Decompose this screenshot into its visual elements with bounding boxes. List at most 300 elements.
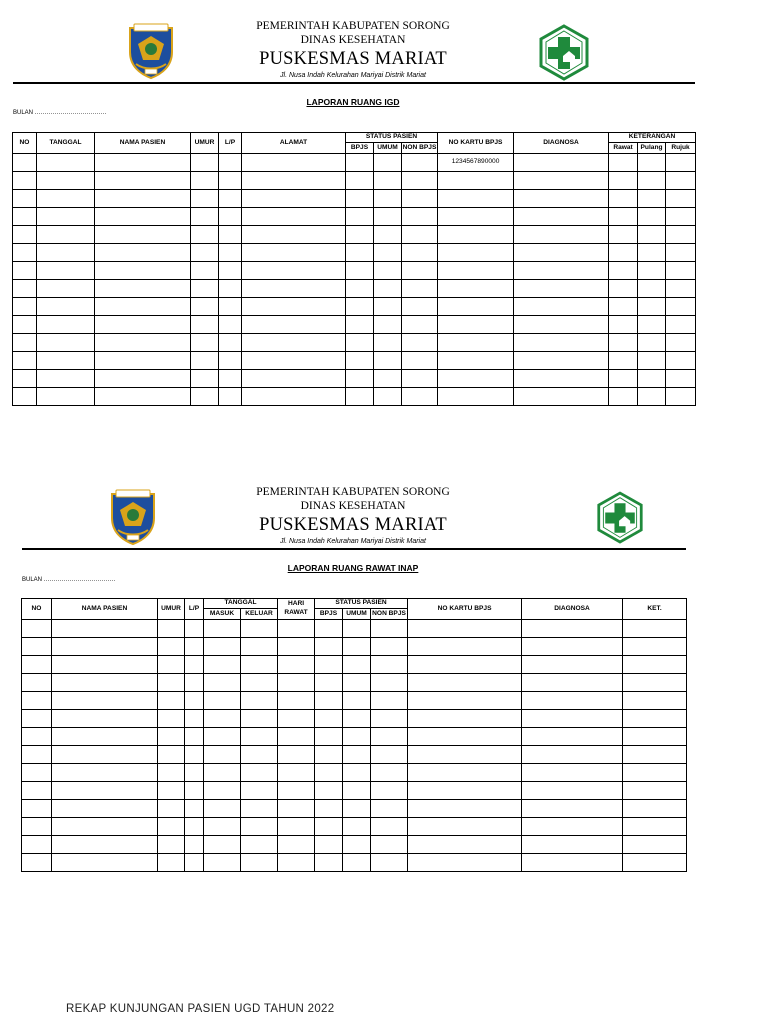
table-cell[interactable]	[438, 208, 514, 226]
table-cell[interactable]	[185, 656, 204, 674]
table-cell[interactable]	[158, 746, 185, 764]
table-cell[interactable]	[315, 782, 343, 800]
table-cell[interactable]	[204, 692, 241, 710]
table-cell[interactable]	[374, 244, 402, 262]
table-cell[interactable]	[402, 262, 438, 280]
table-cell[interactable]	[402, 370, 438, 388]
table-cell[interactable]	[219, 370, 242, 388]
table-cell[interactable]	[374, 280, 402, 298]
table-cell[interactable]	[219, 280, 242, 298]
table-cell[interactable]	[204, 638, 241, 656]
table-cell[interactable]	[241, 854, 278, 872]
table-cell[interactable]	[402, 244, 438, 262]
table-cell[interactable]	[278, 782, 315, 800]
table-cell[interactable]	[346, 208, 374, 226]
table-cell[interactable]	[371, 728, 408, 746]
table-cell[interactable]	[609, 280, 638, 298]
table-cell[interactable]	[408, 638, 522, 656]
table-cell[interactable]	[609, 244, 638, 262]
table-cell[interactable]	[37, 172, 95, 190]
table-cell[interactable]	[242, 172, 346, 190]
table-cell[interactable]	[191, 244, 219, 262]
table-cell[interactable]	[438, 262, 514, 280]
table-cell[interactable]	[191, 352, 219, 370]
table-cell[interactable]	[638, 208, 666, 226]
table-cell[interactable]	[522, 764, 623, 782]
table-cell[interactable]	[346, 316, 374, 334]
table-cell[interactable]	[522, 674, 623, 692]
table-cell[interactable]	[278, 620, 315, 638]
table-cell[interactable]	[402, 316, 438, 334]
table-cell[interactable]	[408, 836, 522, 854]
table-cell[interactable]	[638, 190, 666, 208]
table-cell[interactable]	[22, 800, 52, 818]
table-cell[interactable]	[158, 692, 185, 710]
table-cell[interactable]	[438, 190, 514, 208]
table-cell[interactable]	[52, 836, 158, 854]
table-cell[interactable]	[402, 388, 438, 406]
table-cell[interactable]	[204, 710, 241, 728]
table-cell[interactable]	[95, 316, 191, 334]
table-cell[interactable]	[158, 800, 185, 818]
table-cell[interactable]	[158, 764, 185, 782]
table-cell[interactable]	[315, 854, 343, 872]
table-cell[interactable]	[346, 172, 374, 190]
table-cell[interactable]	[514, 172, 609, 190]
table-cell[interactable]	[514, 352, 609, 370]
table-cell[interactable]	[315, 746, 343, 764]
table-cell[interactable]	[158, 710, 185, 728]
table-cell[interactable]	[204, 800, 241, 818]
table-cell[interactable]	[278, 836, 315, 854]
table-cell[interactable]	[623, 746, 687, 764]
table-cell[interactable]	[22, 764, 52, 782]
table-cell[interactable]	[623, 674, 687, 692]
table-cell[interactable]	[242, 154, 346, 172]
table-cell[interactable]	[638, 262, 666, 280]
table-cell[interactable]	[278, 854, 315, 872]
table-cell[interactable]	[402, 352, 438, 370]
table-cell[interactable]	[278, 764, 315, 782]
table-cell[interactable]	[242, 334, 346, 352]
table-cell[interactable]	[343, 746, 371, 764]
table-cell[interactable]	[22, 854, 52, 872]
table-cell[interactable]	[609, 316, 638, 334]
table-cell[interactable]	[522, 782, 623, 800]
table-cell[interactable]	[343, 692, 371, 710]
table-cell[interactable]	[371, 800, 408, 818]
table-cell[interactable]	[242, 316, 346, 334]
table-cell[interactable]	[37, 298, 95, 316]
table-cell[interactable]	[37, 262, 95, 280]
table-cell[interactable]	[185, 710, 204, 728]
table-cell[interactable]	[408, 692, 522, 710]
table-cell[interactable]	[346, 388, 374, 406]
table-cell[interactable]	[374, 334, 402, 352]
table-cell[interactable]	[638, 244, 666, 262]
table-cell[interactable]	[638, 154, 666, 172]
table-cell[interactable]	[13, 388, 37, 406]
table-cell[interactable]	[22, 620, 52, 638]
table-cell[interactable]	[514, 316, 609, 334]
table-cell[interactable]	[374, 370, 402, 388]
table-cell[interactable]	[666, 280, 696, 298]
table-cell[interactable]	[514, 280, 609, 298]
table-cell[interactable]	[37, 334, 95, 352]
table-cell[interactable]	[343, 710, 371, 728]
table-cell[interactable]	[95, 280, 191, 298]
table-cell[interactable]	[374, 262, 402, 280]
table-cell[interactable]	[241, 746, 278, 764]
table-cell[interactable]	[52, 746, 158, 764]
table-cell[interactable]	[158, 854, 185, 872]
table-cell[interactable]	[52, 656, 158, 674]
table-cell[interactable]	[371, 674, 408, 692]
table-cell[interactable]	[638, 172, 666, 190]
table-cell[interactable]	[13, 262, 37, 280]
table-cell[interactable]	[95, 370, 191, 388]
table-cell[interactable]	[374, 316, 402, 334]
table-cell[interactable]	[346, 352, 374, 370]
table-cell[interactable]	[219, 262, 242, 280]
table-cell[interactable]	[609, 226, 638, 244]
table-cell[interactable]	[242, 280, 346, 298]
table-cell[interactable]	[241, 692, 278, 710]
table-cell[interactable]	[191, 370, 219, 388]
table-cell[interactable]	[315, 638, 343, 656]
table-cell[interactable]	[315, 818, 343, 836]
table-cell[interactable]	[13, 352, 37, 370]
table-cell[interactable]	[191, 190, 219, 208]
table-cell[interactable]	[219, 172, 242, 190]
table-cell[interactable]	[438, 316, 514, 334]
table-cell[interactable]	[52, 692, 158, 710]
table-cell[interactable]	[514, 226, 609, 244]
table-cell[interactable]	[346, 280, 374, 298]
table-cell[interactable]	[408, 620, 522, 638]
table-cell[interactable]	[402, 172, 438, 190]
table-cell[interactable]	[346, 262, 374, 280]
table-cell[interactable]	[609, 190, 638, 208]
table-cell[interactable]	[408, 818, 522, 836]
table-cell[interactable]	[13, 244, 37, 262]
table-cell[interactable]	[438, 172, 514, 190]
table-cell[interactable]	[37, 352, 95, 370]
table-cell[interactable]	[623, 728, 687, 746]
table-cell[interactable]	[158, 818, 185, 836]
table-cell[interactable]	[13, 190, 37, 208]
table-cell[interactable]	[408, 728, 522, 746]
table-cell[interactable]	[22, 638, 52, 656]
table-cell[interactable]	[185, 620, 204, 638]
table-cell[interactable]	[219, 352, 242, 370]
table-cell[interactable]	[52, 710, 158, 728]
table-cell[interactable]	[315, 656, 343, 674]
table-cell[interactable]	[185, 638, 204, 656]
table-cell[interactable]	[242, 262, 346, 280]
table-cell[interactable]	[638, 352, 666, 370]
table-cell[interactable]	[522, 620, 623, 638]
table-cell[interactable]	[374, 388, 402, 406]
table-cell[interactable]	[609, 298, 638, 316]
table-cell[interactable]	[204, 854, 241, 872]
table-cell[interactable]	[242, 190, 346, 208]
table-cell[interactable]	[371, 692, 408, 710]
table-cell[interactable]	[343, 638, 371, 656]
table-cell[interactable]	[204, 728, 241, 746]
table-cell[interactable]	[514, 190, 609, 208]
table-cell[interactable]	[522, 854, 623, 872]
table-cell[interactable]	[95, 208, 191, 226]
table-cell[interactable]	[522, 800, 623, 818]
table-cell[interactable]	[191, 280, 219, 298]
table-cell[interactable]	[514, 208, 609, 226]
table-cell[interactable]	[609, 370, 638, 388]
table-cell[interactable]	[346, 226, 374, 244]
table-cell[interactable]	[191, 298, 219, 316]
table-cell[interactable]	[95, 352, 191, 370]
table-cell[interactable]	[22, 746, 52, 764]
table-cell[interactable]	[408, 710, 522, 728]
table-cell[interactable]	[666, 370, 696, 388]
table-cell[interactable]	[623, 638, 687, 656]
table-cell[interactable]	[371, 746, 408, 764]
table-cell[interactable]	[22, 728, 52, 746]
table-cell[interactable]	[514, 154, 609, 172]
table-cell[interactable]	[52, 674, 158, 692]
table-cell[interactable]	[315, 692, 343, 710]
table-cell[interactable]	[623, 710, 687, 728]
table-cell[interactable]	[241, 674, 278, 692]
table-cell[interactable]	[666, 334, 696, 352]
table-cell[interactable]	[278, 728, 315, 746]
table-cell[interactable]	[204, 818, 241, 836]
table-cell[interactable]	[95, 388, 191, 406]
table-cell[interactable]	[219, 298, 242, 316]
table-cell[interactable]	[371, 782, 408, 800]
table-cell[interactable]	[343, 818, 371, 836]
table-cell[interactable]	[638, 280, 666, 298]
table-cell[interactable]	[346, 190, 374, 208]
table-cell[interactable]	[191, 172, 219, 190]
table-cell[interactable]	[52, 854, 158, 872]
table-cell[interactable]	[22, 656, 52, 674]
table-cell[interactable]	[343, 836, 371, 854]
table-cell[interactable]	[191, 226, 219, 244]
table-cell[interactable]	[22, 782, 52, 800]
table-cell[interactable]	[623, 620, 687, 638]
table-cell[interactable]	[219, 190, 242, 208]
table-cell[interactable]	[374, 172, 402, 190]
table-cell[interactable]	[638, 316, 666, 334]
table-cell[interactable]	[374, 298, 402, 316]
table-cell[interactable]	[13, 226, 37, 244]
table-cell[interactable]	[402, 208, 438, 226]
table-cell[interactable]	[666, 244, 696, 262]
table-cell[interactable]	[371, 620, 408, 638]
table-cell[interactable]	[242, 352, 346, 370]
table-cell[interactable]	[315, 836, 343, 854]
table-cell[interactable]	[522, 656, 623, 674]
table-cell[interactable]	[219, 388, 242, 406]
table-cell[interactable]	[219, 208, 242, 226]
table-cell[interactable]	[52, 638, 158, 656]
table-cell[interactable]	[343, 674, 371, 692]
table-cell[interactable]	[95, 244, 191, 262]
table-cell[interactable]	[22, 836, 52, 854]
table-cell[interactable]	[241, 818, 278, 836]
table-cell[interactable]	[278, 692, 315, 710]
table-cell[interactable]	[241, 728, 278, 746]
table-cell[interactable]	[278, 818, 315, 836]
table-cell[interactable]	[204, 836, 241, 854]
table-cell[interactable]	[371, 764, 408, 782]
table-cell[interactable]	[185, 782, 204, 800]
table-cell[interactable]	[374, 208, 402, 226]
table-cell[interactable]	[438, 352, 514, 370]
table-cell[interactable]	[278, 710, 315, 728]
table-cell[interactable]	[241, 800, 278, 818]
table-cell[interactable]	[204, 764, 241, 782]
table-cell[interactable]	[438, 280, 514, 298]
table-cell[interactable]	[609, 352, 638, 370]
table-cell[interactable]	[241, 620, 278, 638]
table-cell[interactable]	[402, 190, 438, 208]
table-cell[interactable]	[22, 818, 52, 836]
table-cell[interactable]	[95, 154, 191, 172]
table-cell[interactable]	[638, 334, 666, 352]
table-cell[interactable]	[343, 764, 371, 782]
table-cell[interactable]	[402, 280, 438, 298]
table-cell[interactable]	[158, 638, 185, 656]
table-cell[interactable]	[438, 226, 514, 244]
table-cell[interactable]	[278, 746, 315, 764]
table-cell[interactable]	[158, 782, 185, 800]
table-cell[interactable]	[609, 154, 638, 172]
table-cell[interactable]	[408, 782, 522, 800]
table-cell[interactable]	[13, 298, 37, 316]
table-cell[interactable]	[191, 388, 219, 406]
table-cell[interactable]	[13, 334, 37, 352]
table-cell[interactable]	[623, 818, 687, 836]
table-cell[interactable]	[438, 154, 514, 172]
table-cell[interactable]	[408, 674, 522, 692]
table-cell[interactable]	[52, 800, 158, 818]
table-cell[interactable]	[666, 388, 696, 406]
table-cell[interactable]	[402, 226, 438, 244]
table-cell[interactable]	[408, 764, 522, 782]
table-cell[interactable]	[185, 674, 204, 692]
table-cell[interactable]	[522, 692, 623, 710]
table-cell[interactable]	[13, 316, 37, 334]
table-cell[interactable]	[95, 172, 191, 190]
table-cell[interactable]	[408, 656, 522, 674]
table-cell[interactable]	[514, 298, 609, 316]
table-cell[interactable]	[22, 692, 52, 710]
table-cell[interactable]	[52, 620, 158, 638]
table-cell[interactable]	[438, 298, 514, 316]
table-cell[interactable]	[95, 298, 191, 316]
table-cell[interactable]	[638, 370, 666, 388]
table-cell[interactable]	[158, 674, 185, 692]
table-cell[interactable]	[623, 854, 687, 872]
table-cell[interactable]	[52, 764, 158, 782]
table-cell[interactable]	[371, 818, 408, 836]
table-cell[interactable]	[346, 334, 374, 352]
table-cell[interactable]	[52, 728, 158, 746]
table-cell[interactable]	[346, 154, 374, 172]
table-cell[interactable]	[278, 674, 315, 692]
table-cell[interactable]	[185, 728, 204, 746]
table-cell[interactable]	[522, 818, 623, 836]
table-cell[interactable]	[514, 244, 609, 262]
table-cell[interactable]	[522, 638, 623, 656]
table-cell[interactable]	[204, 656, 241, 674]
table-cell[interactable]	[22, 710, 52, 728]
table-cell[interactable]	[623, 836, 687, 854]
table-cell[interactable]	[219, 244, 242, 262]
table-cell[interactable]	[185, 800, 204, 818]
table-cell[interactable]	[371, 710, 408, 728]
table-cell[interactable]	[343, 854, 371, 872]
table-cell[interactable]	[204, 620, 241, 638]
table-cell[interactable]	[278, 800, 315, 818]
table-cell[interactable]	[623, 656, 687, 674]
table-cell[interactable]	[315, 710, 343, 728]
table-cell[interactable]	[219, 154, 242, 172]
table-cell[interactable]	[191, 262, 219, 280]
table-cell[interactable]	[315, 800, 343, 818]
table-cell[interactable]	[514, 262, 609, 280]
table-cell[interactable]	[623, 782, 687, 800]
table-cell[interactable]	[666, 316, 696, 334]
table-cell[interactable]	[278, 656, 315, 674]
table-cell[interactable]	[37, 388, 95, 406]
table-cell[interactable]	[13, 208, 37, 226]
table-cell[interactable]	[242, 298, 346, 316]
table-cell[interactable]	[13, 154, 37, 172]
table-cell[interactable]	[638, 226, 666, 244]
table-cell[interactable]	[22, 674, 52, 692]
table-cell[interactable]	[514, 334, 609, 352]
table-cell[interactable]	[13, 172, 37, 190]
table-cell[interactable]	[241, 656, 278, 674]
table-cell[interactable]	[666, 172, 696, 190]
table-cell[interactable]	[315, 674, 343, 692]
table-cell[interactable]	[346, 370, 374, 388]
table-cell[interactable]	[408, 854, 522, 872]
table-cell[interactable]	[37, 370, 95, 388]
table-cell[interactable]	[219, 316, 242, 334]
table-cell[interactable]	[242, 370, 346, 388]
table-cell[interactable]	[191, 334, 219, 352]
table-cell[interactable]	[514, 388, 609, 406]
table-cell[interactable]	[185, 746, 204, 764]
table-cell[interactable]	[219, 226, 242, 244]
table-cell[interactable]	[191, 208, 219, 226]
table-cell[interactable]	[37, 208, 95, 226]
table-cell[interactable]	[185, 818, 204, 836]
table-cell[interactable]	[241, 782, 278, 800]
table-cell[interactable]	[402, 154, 438, 172]
table-cell[interactable]	[158, 656, 185, 674]
table-cell[interactable]	[95, 334, 191, 352]
table-cell[interactable]	[408, 800, 522, 818]
table-cell[interactable]	[204, 782, 241, 800]
table-cell[interactable]	[52, 818, 158, 836]
table-cell[interactable]	[522, 746, 623, 764]
table-cell[interactable]	[408, 746, 522, 764]
